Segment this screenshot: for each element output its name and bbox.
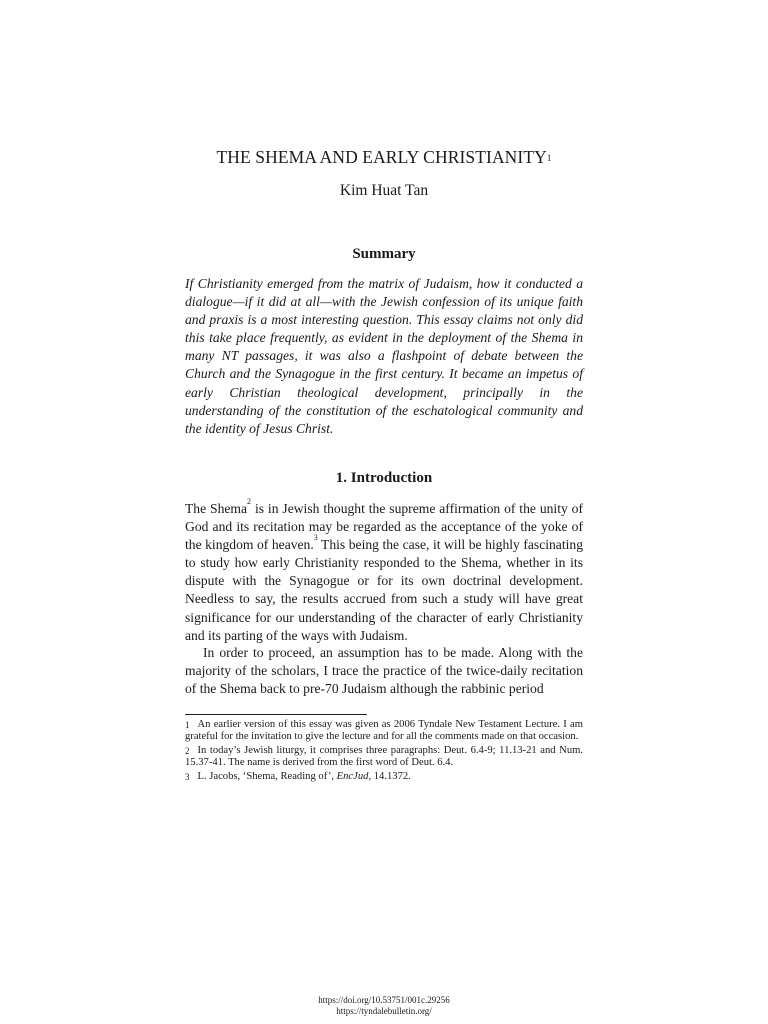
body-paragraph: The Shema$^2$ is in Jewish thought the supreme affirmation of the unity of God and its recitation may be regarded as the acceptance of the yoke of the kingdom of heaven.$^3$ This being the case, it will be highly fascinating to study how early Christianity responded to the Shema, whether in its dispute with the Synagogue or for its own doctrinal development. Needless to say, the results accrued from such a study will have great significance for our understanding of the character of early Christianity and its parting of the ways with Judaism. bbox=[185, 497, 583, 643]
footnote: $^3$ L. Jacobs, ‘Shema, Reading of’, EncJud, 14.1372. bbox=[185, 770, 411, 782]
author-name: Kim Huat Tan bbox=[339, 182, 429, 199]
paper-title: THE SHEMA AND EARLY CHRISTIANITY$^1$ bbox=[216, 147, 552, 167]
summary-heading: Summary bbox=[352, 246, 416, 262]
doi-link[interactable]: https://doi.org/10.53751/001c.29256 bbox=[318, 995, 450, 1005]
site-link[interactable]: https://tyndalebulletin.org/ bbox=[336, 1006, 432, 1016]
footnote-divider bbox=[185, 714, 367, 715]
section-heading-introduction: 1. Introduction bbox=[335, 470, 433, 486]
footnote-marker[interactable]: 3 bbox=[313, 533, 318, 543]
footnotes bbox=[185, 719, 583, 784]
footnote: $^1$ An earlier version of this essay was given as 2006 Tyndale New Testament Lecture. I am grateful for the invitation to give the lecture and for all the comments made on that occasion. bbox=[185, 719, 583, 743]
page-footer bbox=[0, 995, 768, 1017]
body-paragraph: In order to proceed, an assumption has to be made. Along with the majority of the scholars, I trace the practice of the twice-daily recitation of the Shema back to pre-70 Judaism although the rabbinic period bbox=[185, 645, 583, 697]
footnote-marker[interactable]: 2 bbox=[247, 497, 252, 506]
footnote-marker[interactable]: 1 bbox=[546, 153, 552, 163]
summary-text: If Christianity emerged from the matrix of Judaism, how it conducted a dialogue—if it did at all—with the Jewish confession of its unique faith and praxis is a most interesting question. This essay claims not only did this take place frequently, as evident in the deployment of the Shema in many NT passages, it was also a flashpoint of debate between the Church and the Synagogue in the first century. It became an impetus of early Christian theological development, principally in the understanding of the constitution of the eschatological community and the identity of Jesus Christ. bbox=[185, 276, 583, 436]
footnote: $^2$ In today’s Jewish liturgy, it comprises three paragraphs: Deut. 6.4-9; 11.13-21 and Num. 15.37-41. The name is derived from the first word of Deut. 6.4. bbox=[185, 744, 583, 769]
